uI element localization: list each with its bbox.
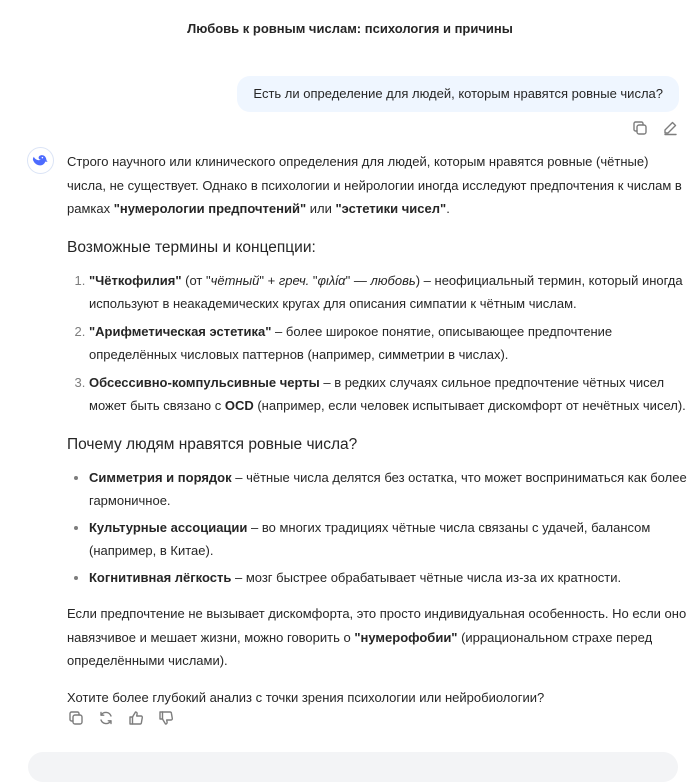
term-name: "Чёткофилия" — [89, 272, 182, 288]
intro-bold-1: "нумерологии предпочтений" — [113, 201, 307, 216]
user-message-actions — [631, 119, 679, 137]
list-item — [89, 269, 687, 316]
term-text: " + — [259, 272, 279, 288]
thumbs-down-icon[interactable] — [157, 709, 175, 727]
list-item — [89, 371, 687, 418]
user-message-text: Есть ли определение для людей, которым нравятся ровные числа? — [253, 86, 663, 101]
term-bold: OCD — [224, 398, 254, 413]
term-text: (от " — [181, 272, 211, 288]
conclusion-text-1: Если предпочтение не вызывает дискомфорта, это просто индивидуальная особенность. Но если оно навязчивое и мешает жизни, можно говорить о — [67, 606, 687, 645]
terms-list — [67, 269, 687, 418]
conclusion-text-2: (иррациональном страхе перед определёнными числами). — [67, 629, 653, 668]
assistant-avatar — [27, 147, 54, 174]
user-message-bubble — [237, 76, 679, 112]
assistant-answer — [67, 150, 687, 709]
reasons-list — [67, 466, 687, 590]
answer-followup-question: Хотите более глубокий анализ с точки зрения психологии или нейробиологии? — [67, 689, 545, 705]
list-item — [89, 320, 687, 367]
regenerate-icon[interactable] — [97, 709, 115, 727]
reason-name: Симметрия и порядок — [89, 469, 232, 485]
reason-text: – во многих традициях чётные числа связаны с удачей, балансом (например, в Китае). — [89, 519, 651, 558]
chat-title: Любовь к ровным числам: психология и причины — [187, 21, 513, 36]
reason-text: – чётные числа делятся без остатка, что может восприниматься как более гармоничное. — [89, 469, 687, 508]
term-name: Обсессивно-компульсивные черты — [89, 374, 320, 390]
message-input-area[interactable] — [28, 752, 678, 782]
term-text: – в редких случаях сильное предпочтение чётных чисел может быть связано с — [89, 374, 665, 413]
answer-intro — [67, 150, 687, 221]
reason-name: Культурные ассоциации — [89, 519, 248, 535]
intro-text-3: . — [446, 201, 450, 216]
term-italic: φιλία — [317, 272, 346, 288]
intro-bold-2: "эстетики чисел" — [335, 201, 447, 216]
intro-text-2: или — [306, 201, 336, 216]
heading-reasons: Почему людям нравятся ровные числа? — [67, 435, 358, 453]
copy-icon[interactable] — [631, 119, 649, 137]
term-italic: чётный — [210, 272, 260, 288]
whale-logo-icon — [31, 151, 50, 170]
answer-conclusion — [67, 602, 687, 673]
term-italic: любовь — [370, 272, 416, 288]
term-text: " — [309, 272, 318, 288]
list-item — [89, 466, 687, 513]
term-text: (например, если человек испытывает дискомфорт от нечётных чисел). — [253, 398, 686, 413]
list-item — [89, 516, 687, 563]
copy-icon[interactable] — [67, 709, 85, 727]
term-text: – более широкое понятие, описывающее предпочтение определённых числовых паттернов (например, симметрии в числах). — [89, 323, 613, 362]
list-item — [89, 566, 687, 590]
conclusion-bold: "нумерофобии" — [354, 629, 458, 645]
term-text: " — — [345, 272, 371, 288]
thumbs-up-icon[interactable] — [127, 709, 145, 727]
intro-text-1: Строго научного или клинического определения для людей, которым нравятся ровные (чётные) числа, не существует. Однако в психологии и нейрологии иногда исследуют предпочтения к числам в рамках — [67, 154, 682, 216]
answer-actions — [67, 709, 175, 727]
term-italic: греч. — [278, 272, 310, 288]
heading-terms: Возможные термины и концепции: — [67, 238, 316, 256]
term-text: ) – неофициальный термин, который иногда используют в неакадемических кругах для описания симпатии к чётным числам. — [89, 272, 683, 311]
edit-icon[interactable] — [661, 119, 679, 137]
reason-text: – мозг быстрее обрабатывает чётные числа из-за их кратности. — [231, 569, 622, 585]
term-name: "Арифметическая эстетика" — [89, 323, 272, 339]
reason-name: Когнитивная лёгкость — [89, 569, 232, 585]
